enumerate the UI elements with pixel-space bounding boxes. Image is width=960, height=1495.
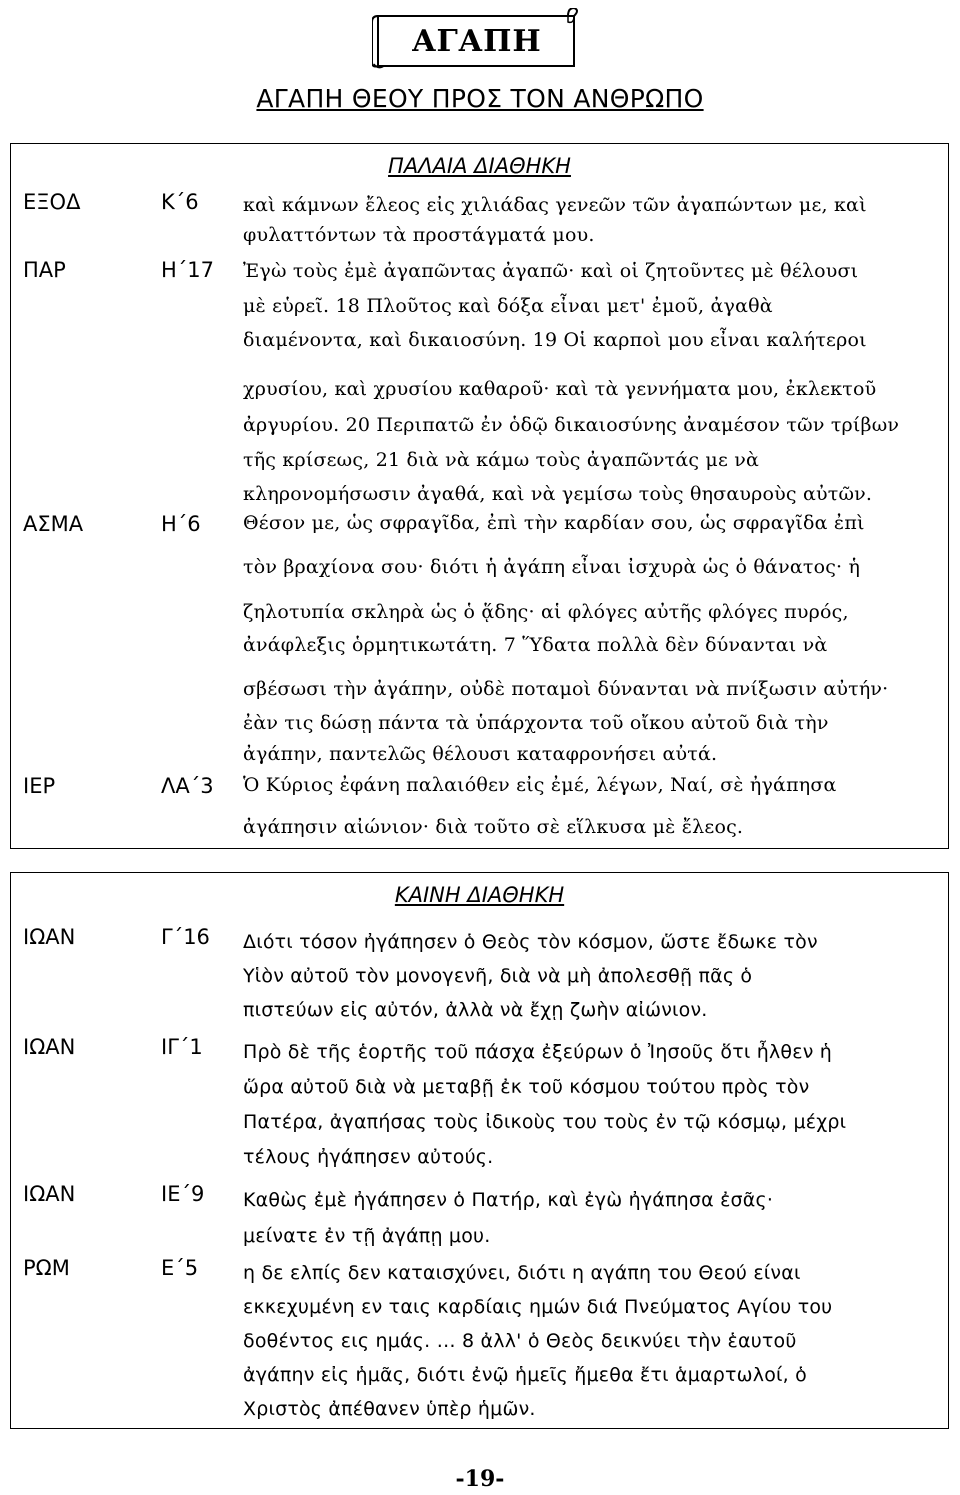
verse-line: ὥρα αὐτοῦ διὰ νὰ μεταβῇ ἐκ τοῦ κόσμου τούτου πρὸς τὸν [243, 1076, 810, 1098]
book-abbrev: ΙΩΑΝ [23, 1182, 76, 1206]
book-abbrev: ΙΩΑΝ [23, 925, 76, 949]
verse-line: κληρονομήσωσιν ἀγαθά, καὶ νὰ γεμίσω τοὺς θησαυροὺς αὐτῶν. [243, 483, 873, 505]
old-testament-table [10, 143, 949, 849]
verse-line: ἀγάπην εἰς ἡμᾶς, διότι ἐνῷ ἡμεῖς ἤμεθα ἔτι ἁμαρτωλοί, ὁ [243, 1364, 807, 1386]
verse-line: μὲ εὑρεῖ. 18 Πλοῦτος καὶ δόξα εἶναι μετ' ἐμοῦ, ἀγαθὰ [243, 295, 773, 317]
chapter-verse: Η΄17 [161, 258, 215, 282]
verse-line: ἐὰν τις δώσῃ πάντα τὰ ὑπάρχοντα τοῦ οἴκου αὐτοῦ διὰ τὴν [243, 712, 829, 734]
chapter-verse: Ε΄5 [161, 1256, 199, 1280]
section-heading: ΚΑΙΝΗ ΔΙΑΘΗΚΗ [394, 883, 565, 907]
verse-line: Διότι τόσον ἠγάπησεν ὁ Θεὸς τὸν κόσμον, ὥστε ἔδωκε τὸν [243, 931, 818, 953]
verse-line: Θέσον με, ὡς σφραγῖδα, ἐπὶ τὴν καρδίαν σου, ὡς σφραγῖδα ἐπὶ [243, 512, 865, 534]
verse-text [243, 925, 938, 1027]
chapter-verse: ΙΕ΄9 [161, 1182, 205, 1206]
verse-line: η δε ελπίς δεν καταισχύνει, διότι η αγάπη του Θεού είναι [243, 1262, 801, 1284]
book-abbrev: ΕΞΟΔ [23, 190, 81, 214]
page-title: ΑΓΑΠΗ [412, 24, 542, 59]
verse-line: χρυσίου, καὶ χρυσίου καθαροῦ· καὶ τὰ γεννήματα μου, ἐκλεκτοῦ [243, 378, 877, 400]
section-heading: ΠΑΛΑΙΑ ΔΙΑΘΗΚΗ [388, 154, 571, 178]
verse-line: Χριστὸς ἀπέθανεν ὑπὲρ ἡμῶν. [243, 1398, 536, 1420]
verse-line: πιστεύων εἰς αὐτόν, ἀλλὰ νὰ ἔχῃ ζωὴν αἰώνιον. [243, 999, 708, 1021]
book-abbrev: ΑΣΜΑ [23, 512, 84, 536]
chapter-verse: Γ΄16 [161, 925, 210, 949]
verse-line: ἀνάφλεξις ὁρμητικωτάτη. 7 Ὕδατα πολλὰ δὲν δύνανται νὰ [243, 634, 828, 656]
verse-line: καὶ κάμνων ἔλεος εἰς χιλιάδας γενεῶν τῶν ἀγαπώντων με, καὶ [243, 194, 867, 216]
chapter-verse: Κ΄6 [161, 190, 199, 214]
book-abbrev: ΙΕΡ [23, 774, 56, 798]
book-abbrev: ΠΑΡ [23, 258, 66, 282]
page-subtitle: ΑΓΑΠΗ ΘΕΟΥ ΠΡΟΣ ΤΟΝ ΑΝΘΡΩΠΟ [256, 84, 704, 113]
verse-line: Ἐγὼ τοὺς ἐμὲ ἀγαπῶντας ἀγαπῶ· καὶ οἱ ζητοῦντες μὲ θέλουσι [243, 260, 859, 282]
verse-text [243, 190, 938, 250]
verse-line: Υἱὸν αὐτοῦ τὸν μονογενῆ, διὰ νὰ μὴ ἀπολεσθῇ πᾶς ὁ [243, 965, 753, 987]
verse-text [243, 1256, 938, 1426]
book-abbrev: ΙΩΑΝ [23, 1035, 76, 1059]
new-testament-table [10, 872, 949, 1429]
verse-line: τὸν βραχίονα σου· διότι ἡ ἀγάπη εἶναι ἰσχυρὰ ὡς ὁ θάνατος· ἡ [243, 556, 861, 578]
page-number: -19- [455, 1466, 505, 1492]
chapter-verse: ΛΑ΄3 [161, 774, 214, 798]
verse-line: ζηλοτυπία σκληρὰ ὡς ὁ ᾅδης· αἱ φλόγες αὐτῆς φλόγες πυρός, [243, 601, 849, 623]
verse-line: τῆς κρίσεως, 21 διὰ νὰ κάμω τοὺς ἀγαπῶντάς με νὰ [243, 449, 760, 471]
verse-line: Πρὸ δὲ τῆς ἑορτῆς τοῦ πάσχα ἐξεύρων ὁ Ἰησοῦς ὅτι ἦλθεν ἡ [243, 1041, 833, 1063]
verse-line: μείνατε ἐν τῇ ἀγάπῃ μου. [243, 1225, 491, 1247]
verse-line: φυλαττόντων τὰ προστάγματά μου. [243, 224, 595, 246]
verse-line: εκκεχυμένη εν ταις καρδίαις ημών διά Πνεύματος Αγίου του [243, 1296, 833, 1318]
verse-line: σβέσωσι τὴν ἀγάπην, οὐδὲ ποταμοὶ δύνανται νὰ πνίξωσιν αὐτήν· [243, 678, 889, 700]
title-banner [372, 8, 582, 66]
book-abbrev: ΡΩΜ [23, 1256, 70, 1280]
verse-line: ἀγάπην, παντελῶς θέλουσι καταφρονήσει αὐτά. [243, 743, 718, 765]
chapter-verse: Η΄6 [161, 512, 201, 536]
verse-line: ἀργυρίου. 20 Περιπατῶ ἐν ὁδῷ δικαιοσύνης ἀναμέσον τῶν τρίβων [243, 414, 900, 436]
verse-text [243, 1182, 938, 1254]
chapter-verse: ΙΓ΄1 [161, 1035, 203, 1059]
verse-line: δοθέντος εις ημάς. … 8 ἀλλ' ὁ Θεὸς δεικνύει τὴν ἑαυτοῦ [243, 1330, 797, 1352]
verse-line: Καθὼς ἐμὲ ἠγάπησεν ὁ Πατήρ, καὶ ἐγὼ ἠγάπησα ἐσᾶς· [243, 1189, 774, 1211]
verse-line: Ὁ Κύριος ἐφάνη παλαιόθεν εἰς ἐμέ, λέγων, Ναί, σὲ ἠγάπησα [243, 774, 837, 796]
verse-line: ἀγάπησιν αἰώνιον· διὰ τοῦτο σὲ εἵλκυσα μὲ ἔλεος. [243, 816, 744, 838]
verse-line: τέλους ἠγάπησεν αὐτούς. [243, 1146, 494, 1168]
verse-line: Πατέρα, ἀγαπήσας τοὺς ἰδικοὺς του τοὺς ἐν τῷ κόσμῳ, μέχρι [243, 1111, 847, 1133]
verse-line: διαμένοντα, καὶ δικαιοσύνη. 19 Οἱ καρποὶ μου εἶναι καλήτεροι [243, 329, 867, 351]
verse-text [243, 1035, 938, 1175]
